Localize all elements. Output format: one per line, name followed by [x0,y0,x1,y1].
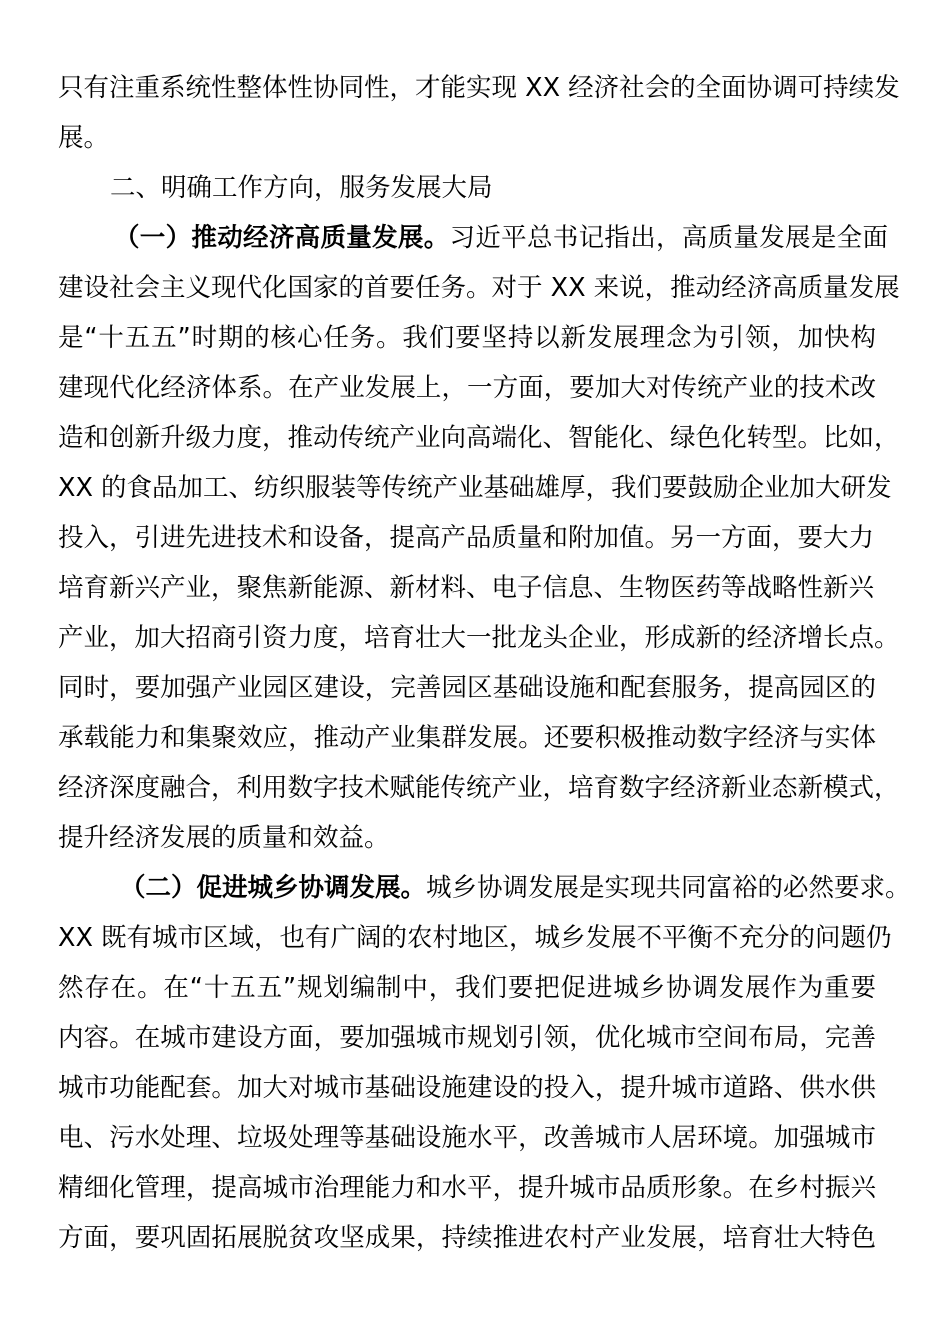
body-text-line: 展。 [58,123,110,153]
body-text-line: 电、污水处理、垃圾处理等基础设施水平，改善城市人居环境。加强城市 [58,1123,876,1153]
subsection-heading: （一）推动经济高质量发展。 [114,223,450,253]
body-text-line: 方面，要巩固拓展脱贫攻坚成果，持续推进农村产业发展，培育壮大特色 [58,1223,876,1253]
body-text-line: 同时，要加强产业园区建设，完善园区基础设施和配套服务，提高园区的 [58,673,876,703]
subsection-paragraph-first-line: （一）推动经济高质量发展。习近平总书记指出，高质量发展是全面 [114,223,888,253]
body-text-line: 提升经济发展的质量和效益。 [58,823,390,853]
section-heading: 二、明确工作方向，服务发展大局 [110,173,493,203]
body-text-line: XX 既有城市区域，也有广阔的农村地区，城乡发展不平衡不充分的问题仍 [58,923,892,953]
body-text-line: 产业，加大招商引资力度，培育壮大一批龙头企业，形成新的经济增长点。 [58,623,900,653]
subsection-heading: （二）促进城乡协调发展。 [120,873,427,903]
body-text-line: 只有注重系统性整体性协同性，才能实现 XX 经济社会的全面协调可持续发 [58,73,900,103]
body-text-line: 城市功能配套。加大对城市基础设施建设的投入，提升城市道路、供水供 [58,1073,876,1103]
body-text-line: 建现代化经济体系。在产业发展上，一方面，要加大对传统产业的技术改 [58,373,876,403]
body-text-line: 造和创新升级力度，推动传统产业向高端化、智能化、绿色化转型。比如， [58,423,900,453]
body-text-line: 培育新兴产业，聚焦新能源、新材料、电子信息、生物医药等战略性新兴 [58,573,875,603]
body-text-line: 然存在。在“十五五”规划编制中，我们要把促进城乡协调发展作为重要 [58,973,876,1003]
subsection-paragraph-first-line: （二）促进城乡协调发展。城乡协调发展是实现共同富裕的必然要求。 [120,873,911,903]
body-text-line: 建设社会主义现代化国家的首要任务。对于 XX 来说，推动经济高质量发展 [58,273,900,303]
body-text-line: 经济深度融合，利用数字技术赋能传统产业，培育数字经济新业态新模式， [58,773,900,803]
body-text-line: XX 的食品加工、纺织服装等传统产业基础雄厚，我们要鼓励企业加大研发 [58,473,892,503]
body-text-line: 是“十五五”时期的核心任务。我们要坚持以新发展理念为引领，加快构 [58,323,876,353]
body-text-line: 承载能力和集聚效应，推动产业集群发展。还要积极推动数字经济与实体 [58,723,876,753]
body-text-line: 内容。在城市建设方面，要加强城市规划引领，优化城市空间布局，完善 [58,1023,876,1053]
body-text-line: 投入，引进先进技术和设备，提高产品质量和附加值。另一方面，要大力 [58,523,875,553]
body-text-line: 精细化管理，提高城市治理能力和水平，提升城市品质形象。在乡村振兴 [58,1173,876,1203]
